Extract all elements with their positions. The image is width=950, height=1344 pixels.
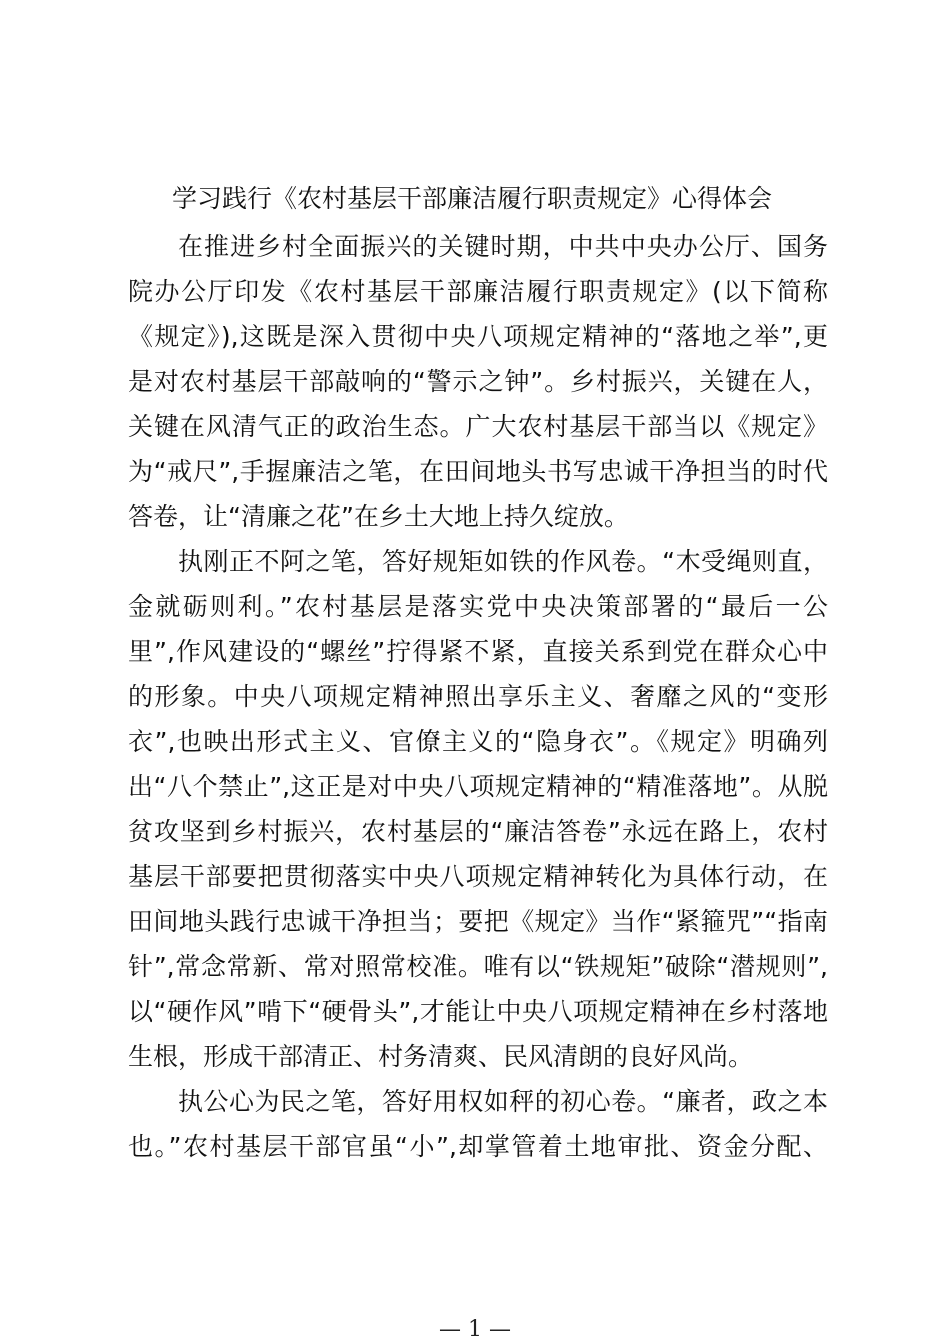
text-line: 也。”农村基层干部官虽“小”,却掌管着土地审批、资金分配、 (128, 1132, 828, 1161)
paragraph-3 (128, 1083, 828, 1173)
paragraph-2 (128, 543, 828, 1083)
text-line: 执公心为民之笔，答好用权如秤的初心卷。“廉者，政之本 (178, 1087, 828, 1116)
text-line: 的形象。中央八项规定精神照出享乐主义、奢靡之风的“变形 (128, 682, 828, 711)
text-line: 为“戒尺”,手握廉洁之笔，在田间地头书写忠诚干净担当的时代 (128, 457, 828, 486)
text-line: 《规定》),这既是深入贯彻中央八项规定精神的“落地之举”,更 (128, 322, 828, 351)
text-line: 是对农村基层干部敲响的“警示之钟”。乡村振兴，关键在人， (128, 367, 828, 396)
text-line: 贫攻坚到乡村振兴，农村基层的“廉洁答卷”永远在路上，农村 (128, 817, 828, 846)
document-body (128, 228, 828, 1173)
text-line: 出“八个禁止”,这正是对中央八项规定精神的“精准落地”。从脱 (128, 772, 828, 801)
page-number: — 1 — (439, 1317, 511, 1342)
text-line: 关键在风清气正的政治生态。广大农村基层干部当以《规定》 (128, 412, 828, 441)
text-line: 金就砺则利。”农村基层是落实党中央决策部署的“最后一公 (128, 592, 828, 621)
text-line: 里”,作风建设的“螺丝”拧得紧不紧，直接关系到党在群众心中 (128, 637, 828, 666)
text-line: 以“硬作风”啃下“硬骨头”,才能让中央八项规定精神在乡村落地 (128, 997, 828, 1026)
paragraph-1 (128, 228, 828, 543)
text-line: 答卷，让“清廉之花”在乡土大地上持久绽放。 (128, 502, 629, 531)
text-line: 在推进乡村全面振兴的关键时期，中共中央办公厅、国务 (178, 232, 828, 261)
text-line: 生根，形成干部清正、村务清爽、民风清朗的良好风尚。 (128, 1042, 754, 1071)
text-line: 院办公厅印发《农村基层干部廉洁履行职责规定》(以下简称 (128, 277, 828, 306)
text-line: 衣”,也映出形式主义、官僚主义的“隐身衣”。《规定》明确列 (128, 727, 828, 756)
text-line: 针”,常念常新、常对照常校准。唯有以“铁规矩”破除“潜规则”, (128, 952, 828, 981)
document-title: 学习践行《农村基层干部廉洁履行职责规定》心得体会 (172, 184, 773, 213)
text-line: 基层干部要把贯彻落实中央八项规定精神转化为具体行动，在 (128, 862, 828, 891)
text-line: 田间地头践行忠诚干净担当；要把《规定》当作“紧箍咒”“指南 (128, 907, 828, 936)
text-line: 执刚正不阿之笔，答好规矩如铁的作风卷。“木受绳则直， (178, 547, 828, 576)
